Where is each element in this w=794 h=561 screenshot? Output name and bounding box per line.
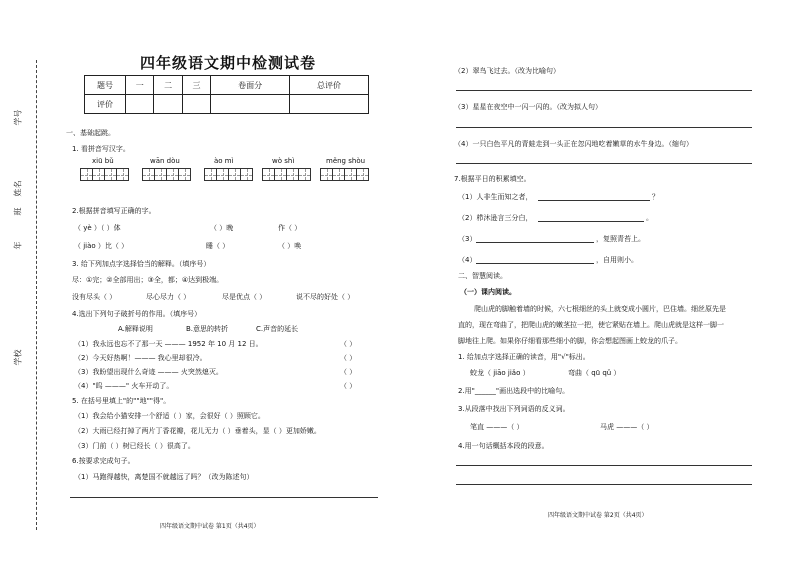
q7-item-2: （2）栉沐逊言三分白， [458, 214, 533, 222]
reading-q3-item-1: 笔直 ———（ ） [470, 423, 524, 431]
q2-row1-a: （ yè ）（ ）体 [74, 224, 121, 232]
reading-q1-item-1: 蛟龙（ jiāo jiǎo ） [470, 369, 530, 377]
score-input-cell[interactable] [154, 95, 182, 114]
pinyin-5: měng shòu [326, 157, 366, 165]
q6-item-1: （1）马跑得越快，离楚国不就越远了吗？（改为陈述句） [74, 473, 254, 481]
footer-page-1: 四年级语文期中试卷 第1页（共4页） [160, 523, 260, 530]
q3-item-1: 没有尽头（ ） [72, 293, 117, 301]
side-label-ban: 班 [13, 207, 23, 216]
fill-blank[interactable] [476, 263, 594, 264]
reading-q2: 2.用"______"画出选段中的比喻句。 [458, 387, 570, 395]
answer-line[interactable] [456, 163, 752, 164]
q2-row2-a: （ jiào ）比（ ） [74, 242, 129, 250]
q3-options: 尽：①完；②全部用出；③全，都；④达到极端。 [72, 276, 224, 284]
answer-line[interactable] [456, 484, 752, 485]
answer-line[interactable] [70, 497, 378, 498]
subsection-heading: （一）课内阅读。 [460, 288, 516, 296]
q4-option-b: B.意思的转折 [186, 325, 229, 333]
q7-item-1: （1）人非生而知之者， [458, 193, 533, 201]
q5-item-3: （3）门前（ ）树已经长（ ）很高了。 [74, 442, 195, 450]
score-input-cell[interactable] [290, 95, 369, 114]
char-grid-3[interactable] [204, 168, 252, 181]
fill-blank[interactable] [476, 242, 594, 243]
question-1: 1. 看拼音写汉字。 [72, 145, 130, 153]
q7-end-2: 。 [646, 214, 653, 222]
question-5: 5. 在括号里填上"的""地""得"。 [72, 397, 171, 405]
score-input-cell[interactable] [211, 95, 290, 114]
pinyin-3: ào mì [214, 157, 234, 165]
score-header-cell: 一 [126, 76, 154, 95]
q7-end-1: ？ [652, 193, 659, 201]
answer-line[interactable] [456, 127, 752, 128]
q4-option-a: A.解释说明 [118, 325, 153, 333]
side-label-xuexiao: 学校 [13, 349, 23, 366]
section-heading-2: 二、智慧阅读。 [458, 272, 507, 280]
q4-item-2: （2）今天好热啊！——— 我心里却很冷。 [74, 354, 207, 362]
side-label-xuehao: 学号 [13, 109, 23, 126]
footer-page-2: 四年级语文期中试卷 第2页（共4页） [548, 512, 648, 519]
q4-answer-1[interactable]: （ ） [340, 340, 357, 348]
question-6: 6.按要求完成句子。 [72, 457, 135, 465]
score-row-label: 评价 [85, 95, 126, 114]
q7-item-3: （3） [458, 235, 477, 243]
reading-q3: 3.从段落中找出下列词语的反义词。 [458, 405, 570, 413]
q3-item-3: 尽是优点（ ） [222, 293, 267, 301]
reading-q1-item-2: 弯曲（ qū qǔ ） [568, 369, 621, 377]
score-input-cell[interactable] [126, 95, 154, 114]
q3-item-4: 说不尽的好处（ ） [296, 293, 355, 301]
score-header-cell: 三 [182, 76, 210, 95]
section-heading-1: 一、基础起跳。 [66, 129, 115, 137]
passage-line-1: 爬山虎的脚触着墙的时候，六七根细丝的头上就变成小圆片，巴住墙。细丝原先是 [474, 305, 726, 313]
q6-item-4: （4）一只白色平凡的青蛙走到一头正在忽闪地吃着嫩草的水牛身边。（缩句） [454, 140, 693, 148]
q5-item-1: （1）我会给小猫安排一个舒适（ ）家，会很好（ ）照顾它。 [74, 412, 265, 420]
char-grid-5[interactable] [320, 168, 368, 181]
pinyin-1: xiū bǔ [92, 157, 114, 165]
question-3: 3. 给下列加点字选择恰当的解释。（填序号） [72, 260, 211, 268]
reading-q1: 1. 给加点字选择正确的读音，用"√"标出。 [458, 353, 590, 361]
score-header-cell: 卷面分 [211, 76, 290, 95]
q7-end-4: ，自用则小。 [596, 256, 638, 264]
q2-row1-c: 作（ ） [278, 224, 302, 232]
reading-q3-item-2: 马虎 ———（ ） [600, 423, 654, 431]
pinyin-4: wò shì [272, 157, 295, 165]
q6-item-3: （3）星星在夜空中一闪一闪的。（改为拟人句） [454, 103, 602, 111]
answer-line[interactable] [456, 465, 752, 466]
q7-end-3: ，复照青苔上。 [596, 235, 645, 243]
q4-option-c: C.声音的延长 [256, 325, 299, 333]
side-label-xingming: 姓名 [13, 180, 23, 197]
side-label-nian: 年 [13, 241, 23, 250]
q7-item-4: （4） [458, 256, 477, 264]
score-input-cell[interactable] [182, 95, 210, 114]
pinyin-2: wān dòu [150, 157, 180, 165]
char-grid-1[interactable] [80, 168, 128, 181]
reading-q4: 4.用一句话概括本段的段意。 [458, 442, 549, 450]
score-header-cell: 题号 [85, 76, 126, 95]
q6-item-2: （2）翠鸟飞过去。（改为比喻句） [454, 67, 560, 75]
score-header-cell: 二 [154, 76, 182, 95]
q3-item-2: 尽心尽力（ ） [146, 293, 191, 301]
passage-line-3: 脚地往上爬。如果你仔细看那些细小的脚，你会想起图画上蛟龙的爪子。 [458, 337, 682, 345]
q4-answer-3[interactable]: （ ） [340, 368, 357, 376]
q5-item-2: （2）大雨已经打掉了两片丁香花瓣，花儿无力（ ）垂着头，显（ ）更加娇嫩。 [74, 427, 321, 435]
char-grid-2[interactable] [142, 168, 190, 181]
q2-row1-b: （ ）晚 [210, 224, 234, 232]
question-4: 4.选出下列句子破折号的作用。（填序号） [72, 310, 202, 318]
q4-answer-4[interactable]: （ ） [340, 382, 357, 390]
q2-row2-b: 睡（ ） [206, 242, 230, 250]
q4-item-3: （3）我盼望出现什么奇迹 ——— 火突然熄灭。 [74, 368, 223, 376]
binding-line [36, 60, 37, 530]
question-7: 7.根据平日的积累填空。 [454, 175, 531, 183]
question-2: 2.根据拼音填写正确的字。 [72, 207, 156, 215]
q4-item-1: （1）我永远也忘不了那一天 ——— 1952 年 10 月 12 日。 [74, 340, 263, 348]
q2-row2-c: （ ）唤 [278, 242, 302, 250]
score-table [84, 75, 369, 114]
answer-line[interactable] [456, 90, 752, 91]
char-grid-4[interactable] [262, 168, 310, 181]
q4-item-4: （4）"呜 ———" 火车开动了。 [74, 382, 174, 390]
fill-blank[interactable] [538, 200, 650, 201]
fill-blank[interactable] [538, 221, 644, 222]
page-title: 四年级语文期中检测试卷 [140, 54, 317, 72]
passage-line-2: 直的，现在弯曲了，把爬山虎的嫩茎拉一把，使它紧贴在墙上。爬山虎就是这样一脚一 [458, 321, 724, 329]
score-header-cell: 总评价 [290, 76, 369, 95]
q4-answer-2[interactable]: （ ） [340, 354, 357, 362]
